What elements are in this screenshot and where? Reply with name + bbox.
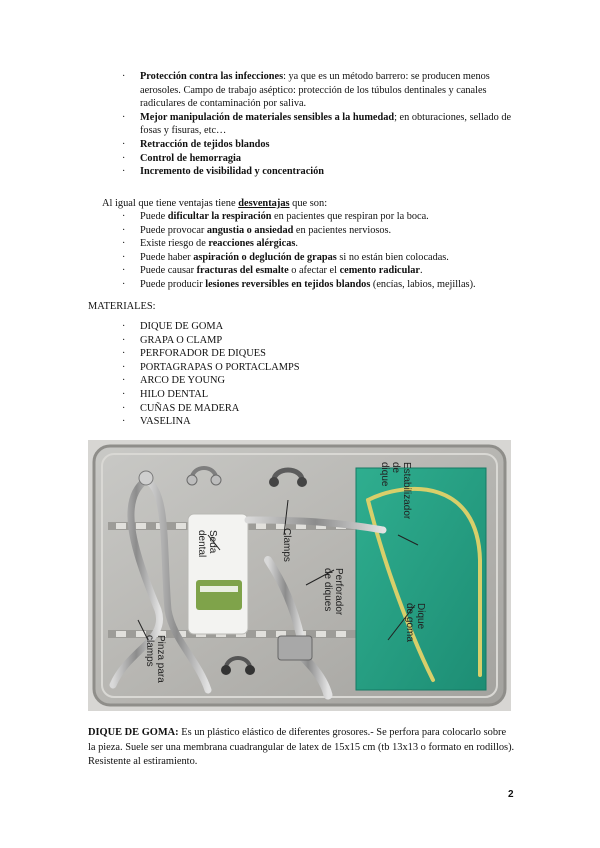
text: Puede (140, 211, 168, 222)
disadvantages-intro (102, 197, 327, 210)
list-item-text: CUÑAS DE MADERA (140, 402, 240, 414)
list-item (0, 334, 600, 348)
list-item (0, 70, 600, 111)
list-item-text (0, 138, 600, 152)
label-clamps: Clamps (281, 528, 292, 562)
bullet-marker: · (122, 334, 126, 346)
list-item-text (0, 152, 600, 166)
list-item (0, 138, 600, 152)
list-item-text (0, 70, 600, 111)
bold-text: Protección contra las infecciones (140, 71, 284, 82)
bullet-marker: · (122, 224, 126, 236)
list-item-text (0, 224, 600, 238)
label-perforador: Perforador de diques (322, 568, 344, 616)
text: Puede producir (140, 278, 206, 290)
bullet-marker: · (122, 402, 126, 414)
bullet-marker: · (122, 152, 126, 164)
list-item (0, 374, 600, 388)
bold-text: Mejor manipulación de materiales sensibles a la humedad (140, 111, 395, 123)
disadvantages-list (0, 210, 600, 292)
label-seda-dental: Seda dental (196, 530, 218, 558)
bullet-marker: · (122, 238, 126, 250)
bold-text: fracturas del esmalte (196, 265, 289, 277)
bold-text: Retracción de tejidos blandos (140, 138, 270, 150)
label-dique-goma: Dique de goma (404, 603, 426, 642)
list-item-text: VASELINA (140, 416, 191, 428)
label-pinza-clamps: Pinza para clamps (144, 635, 166, 683)
text: si no están bien colocadas. (336, 251, 449, 263)
bullet-marker: · (122, 361, 126, 373)
bullet-marker: · (122, 348, 126, 360)
bullet-marker: · (122, 71, 126, 82)
photo-caption (88, 726, 516, 770)
bullet-marker: · (122, 375, 126, 387)
text: en pacientes que respiran por la boca. (271, 211, 429, 222)
bullet-marker: · (122, 138, 126, 150)
list-item-text (0, 264, 600, 278)
text: Existe riesgo de (140, 238, 209, 250)
caption-title: DIQUE DE GOMA: (88, 727, 179, 738)
list-item (0, 415, 600, 429)
materials-heading: MATERIALES: (88, 301, 156, 312)
text: o afectar el (288, 265, 340, 277)
list-item-text (0, 111, 600, 138)
text: . (295, 238, 298, 250)
text: Puede causar (140, 265, 197, 277)
text: Puede provocar (140, 224, 207, 236)
bold-text: Control de hemorragia (140, 152, 242, 164)
list-item-text: PORTAGRAPAS O PORTACLAMPS (140, 361, 300, 373)
list-item (0, 347, 600, 361)
bullet-marker: · (122, 111, 126, 123)
bold-text: Incremento de visibilidad y concentración (140, 166, 325, 178)
list-item (0, 165, 600, 179)
list-item (0, 152, 600, 166)
list-item-text (0, 237, 600, 251)
materials-list (0, 320, 600, 429)
bold-text: reacciones alérgicas (208, 238, 296, 250)
bullet-marker: · (122, 388, 126, 400)
list-item (0, 264, 600, 278)
text: ; en obturaciones, sellado de fosas y fisuras, etc… (140, 111, 512, 137)
intro-underlined: desventajas (238, 198, 290, 209)
intro-text: Al igual que tiene ventajas tiene (102, 198, 239, 209)
list-item-text (0, 278, 600, 292)
list-item-text: PERFORADOR DE DIQUES (140, 348, 266, 360)
text: en pacientes nerviosos. (293, 224, 392, 236)
text: : ya que es un método barrero: se producen menos aerosoles. Campo de trabajo aséptico: protección de los túbulos dentinales y canales radiculares de contaminación por saliva. (140, 71, 490, 110)
list-item-text: HILO DENTAL (140, 388, 209, 400)
list-item (0, 361, 600, 375)
list-item (0, 388, 600, 402)
list-item (0, 402, 600, 416)
caption-text: Es un plástico elástico de diferentes grosores.- Se perfora para colocarlo sobre la pieza. Suele ser una membrana cuadrangular de latex de 15x15 cm (tb 13x13 o formato en rodillos). Resistente al estiramiento. (88, 727, 515, 768)
bullet-marker: · (122, 166, 126, 178)
bold-text: lesiones reversibles en tejidos blandos (205, 278, 371, 290)
bold-text: aspiración o deglución de grapas (193, 251, 337, 263)
text: (encías, labios, mejillas). (370, 278, 476, 290)
list-item-text: DIQUE DE GOMA (140, 321, 224, 332)
text: . (419, 265, 423, 277)
instruments-photo (88, 440, 511, 711)
list-item-text (0, 165, 600, 179)
list-item-text: GRAPA O CLAMP (140, 334, 223, 346)
text: Puede haber (140, 251, 194, 263)
bullet-marker: · (122, 321, 126, 332)
bold-text: angustia o ansiedad (206, 224, 294, 236)
bold-text: cemento radicular (339, 265, 420, 277)
bullet-marker: · (122, 251, 126, 263)
list-item (0, 210, 600, 224)
list-item (0, 224, 600, 238)
list-item-text (0, 251, 600, 265)
bullet-marker: · (122, 278, 126, 290)
intro-text-end: que son: (289, 198, 328, 209)
bold-text: dificultar la respiración (167, 211, 272, 222)
list-item (0, 278, 600, 292)
list-item (0, 111, 600, 138)
bullet-marker: · (122, 265, 126, 277)
list-item-text: ARCO DE YOUNG (140, 375, 226, 387)
page-number: 2 (508, 789, 514, 800)
list-item (0, 251, 600, 265)
bullet-marker: · (122, 416, 126, 428)
list-item (0, 320, 600, 334)
list-item-text (0, 210, 600, 224)
label-estabilizador: Estabilizador de dique (379, 462, 412, 520)
bullet-marker: · (122, 211, 126, 222)
advantages-list (0, 70, 600, 179)
list-item (0, 237, 600, 251)
